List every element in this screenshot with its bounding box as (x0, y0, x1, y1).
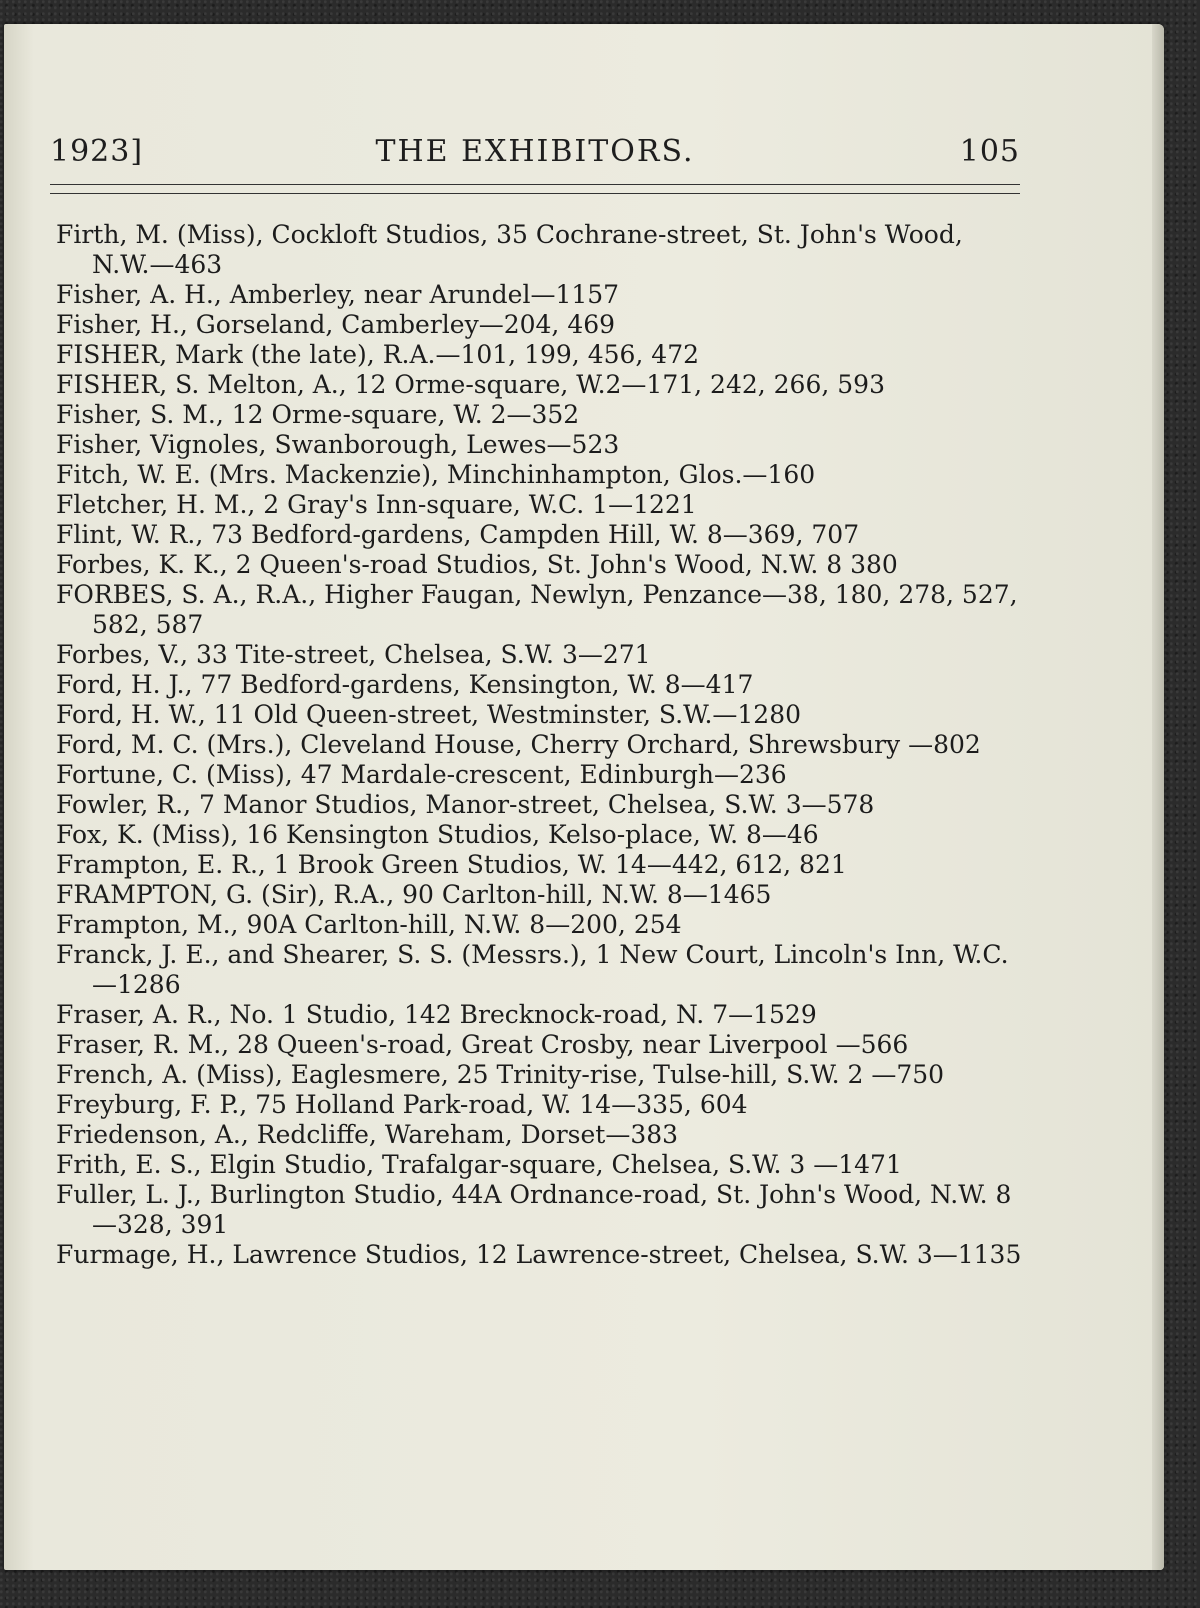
running-head (50, 134, 1020, 178)
list-item: Fisher, S. M., 12 Orme-square, W. 2—352 (56, 400, 580, 429)
list-item: Fuller, L. J., Burlington Studio, 44A Ordnance-road, St. John's Wood, N.W. 8—328, 391 (56, 1180, 1012, 1239)
list-item: Fraser, A. R., No. 1 Studio, 142 Brecknock-road, N. 7—1529 (56, 1000, 817, 1029)
list-item: Forbes, K. K., 2 Queen's-road Studios, St. John's Wood, N.W. 8 380 (56, 550, 898, 579)
list-item: Furmage, H., Lawrence Studios, 12 Lawrence-street, Chelsea, S.W. 3—1135 (56, 1240, 1022, 1269)
book-page (4, 24, 1164, 1570)
list-item: Frampton, M., 90A Carlton-hill, N.W. 8—200, 254 (56, 910, 682, 939)
list-item: Franck, J. E., and Shearer, S. S. (Messrs.), 1 New Court, Lincoln's Inn, W.C.—1286 (56, 940, 1009, 999)
list-item: Freyburg, F. P., 75 Holland Park-road, W. 14—335, 604 (56, 1090, 748, 1119)
list-item: French, A. (Miss), Eaglesmere, 25 Trinity-rise, Tulse-hill, S.W. 2 —750 (56, 1060, 945, 1089)
list-item: Fox, K. (Miss), 16 Kensington Studios, Kelso-place, W. 8—46 (56, 820, 819, 849)
exhibitor-list (56, 220, 1028, 1270)
list-item: Fisher, H., Gorseland, Camberley—204, 469 (56, 310, 616, 339)
list-item: FISHER, S. Melton, A., 12 Orme-square, W.2—171, 242, 266, 593 (56, 370, 885, 399)
list-item: Ford, H. W., 11 Old Queen-street, Westminster, S.W.—1280 (56, 700, 802, 729)
list-item: Forbes, V., 33 Tite-street, Chelsea, S.W. 3—271 (56, 640, 651, 669)
list-item: FORBES, S. A., R.A., Higher Faugan, Newlyn, Penzance—38, 180, 278, 527, 582, 587 (56, 580, 1018, 639)
running-head-year: 1923] (50, 134, 144, 169)
list-item: Fraser, R. M., 28 Queen's-road, Great Crosby, near Liverpool —566 (56, 1030, 909, 1059)
list-item: Fitch, W. E. (Mrs. Mackenzie), Minchinhampton, Glos.—160 (56, 460, 816, 489)
running-head-title: THE EXHIBITORS. (375, 134, 695, 169)
page-edge (1152, 24, 1164, 1570)
list-item: Fisher, Vignoles, Swanborough, Lewes—523 (56, 430, 620, 459)
list-item: Frampton, E. R., 1 Brook Green Studios, W. 14—442, 612, 821 (56, 850, 847, 879)
list-item: Fortune, C. (Miss), 47 Mardale-crescent, Edinburgh—236 (56, 760, 787, 789)
list-item: Friedenson, A., Redcliffe, Wareham, Dorset—383 (56, 1120, 679, 1149)
list-item: Flint, W. R., 73 Bedford-gardens, Campden Hill, W. 8—369, 707 (56, 520, 860, 549)
header-double-rule (50, 184, 1020, 194)
list-item: Firth, M. (Miss), Cockloft Studios, 35 Cochrane-street, St. John's Wood, N.W.—463 (56, 220, 963, 279)
list-item: Fisher, A. H., Amberley, near Arundel—1157 (56, 280, 620, 309)
list-item: Ford, H. J., 77 Bedford-gardens, Kensington, W. 8—417 (56, 670, 754, 699)
list-item: Frith, E. S., Elgin Studio, Trafalgar-square, Chelsea, S.W. 3 —1471 (56, 1150, 902, 1179)
list-item: FRAMPTON, G. (Sir), R.A., 90 Carlton-hill, N.W. 8—1465 (56, 880, 772, 909)
page-number: 105 (959, 134, 1020, 169)
list-item: Fowler, R., 7 Manor Studios, Manor-street, Chelsea, S.W. 3—578 (56, 790, 875, 819)
list-item: Ford, M. C. (Mrs.), Cleveland House, Cherry Orchard, Shrewsbury —802 (56, 730, 981, 759)
list-item: Fletcher, H. M., 2 Gray's Inn-square, W.C. 1—1221 (56, 490, 697, 519)
list-item: FISHER, Mark (the late), R.A.—101, 199, 456, 472 (56, 340, 700, 369)
